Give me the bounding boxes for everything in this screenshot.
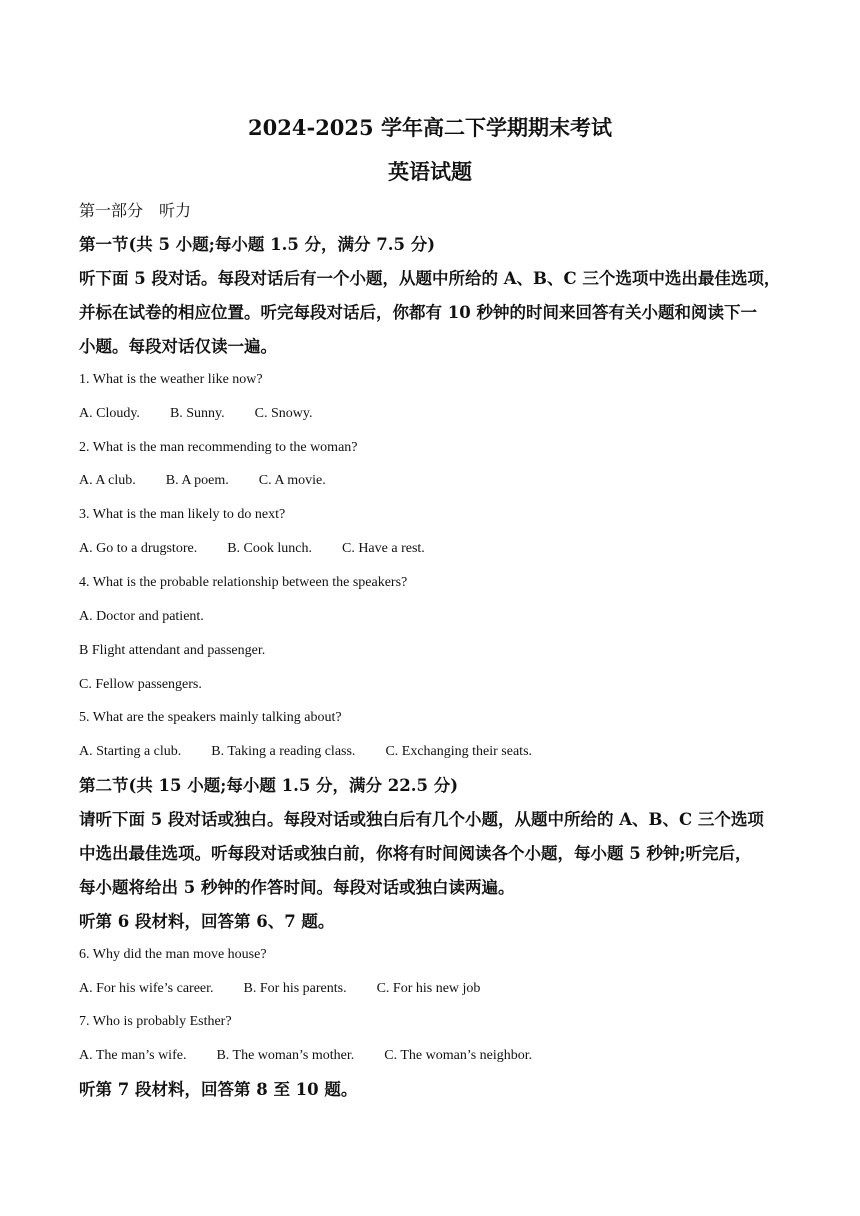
question-stem: 3. What is the man likely to do next?	[79, 507, 286, 522]
question-options	[79, 743, 532, 761]
option-c: C. Snowy.	[254, 406, 313, 421]
option-b: B. Taking a reading class.	[211, 744, 356, 759]
option-b: B. Sunny.	[169, 406, 225, 421]
option-a: A. Doctor and patient.	[79, 609, 204, 624]
section-two-heading: 第二节(共 15 小题;每小题 1.5 分，满分 22.5 分)	[79, 776, 459, 795]
question-options	[79, 540, 425, 558]
option-b: B. Cook lunch.	[227, 541, 312, 556]
section-one-heading: 第一节(共 5 小题;每小题 1.5 分，满分 7.5 分)	[79, 235, 436, 254]
option-b: B. For his parents.	[243, 981, 347, 996]
material-7-heading: 听第 7 段材料，回答第 8 至 10 题。	[79, 1080, 358, 1099]
option-a: A. The man’s wife.	[79, 1048, 187, 1063]
option-c: C. The woman’s neighbor.	[384, 1048, 533, 1063]
material-6-heading: 听第 6 段材料，回答第 6、7 题。	[79, 912, 335, 931]
option-c: C. Fellow passengers.	[79, 677, 202, 692]
section-two-instruction-line: 每小题将给出 5 秒钟的作答时间。每段对话或独白读两遍。	[79, 878, 515, 897]
question-stem: 7. Who is probably Esther?	[79, 1014, 232, 1029]
section-two-instruction-line: 中选出最佳选项。听每段对话或独白前，你将有时间阅读各个小题，每小题 5 秒钟;听完后，	[79, 844, 752, 863]
section-two-instruction-line: 请听下面 5 段对话或独白。每段对话或独白后有几个小题，从题中所给的 A、B、C 三个选项	[79, 810, 764, 829]
option-b: B. A poem.	[165, 473, 229, 488]
option-c: C. Have a rest.	[341, 541, 425, 556]
question-options	[79, 405, 312, 423]
option-a: A. For his wife’s career.	[79, 981, 214, 996]
question-stem: 4. What is the probable relationship between the speakers?	[79, 575, 408, 590]
option-a: A. A club.	[79, 473, 136, 488]
question-options	[79, 472, 326, 490]
option-b: B Flight attendant and passenger.	[79, 643, 266, 658]
part-one-title: 第一部分 听力	[79, 201, 192, 220]
option-b: B. The woman’s mother.	[216, 1048, 355, 1063]
option-c: C. Exchanging their seats.	[385, 744, 533, 759]
option-c: C. For his new job	[376, 981, 481, 996]
question-options	[79, 980, 480, 998]
section-one-instruction-line: 并标在试卷的相应位置。听完每段对话后，你都有 10 秒钟的时间来回答有关小题和阅读下一	[79, 303, 757, 322]
option-a: A. Cloudy.	[79, 406, 140, 421]
exam-subject: 英语试题	[388, 159, 472, 184]
question-options	[79, 1047, 532, 1065]
option-c: C. A movie.	[258, 473, 326, 488]
question-stem: 6. Why did the man move house?	[79, 947, 267, 962]
option-a: A. Starting a club.	[79, 744, 182, 759]
question-stem: 5. What are the speakers mainly talking about?	[79, 710, 342, 725]
exam-title: 2024-2025 学年高二下学期期末考试	[248, 115, 612, 140]
section-one-instruction-line: 听下面 5 段对话。每段对话后有一个小题，从题中所给的 A、B、C 三个选项中选出最佳选项，	[79, 269, 781, 288]
section-one-instruction-line: 小题。每段对话仅读一遍。	[79, 337, 277, 356]
option-a: A. Go to a drugstore.	[79, 541, 198, 556]
question-stem: 2. What is the man recommending to the woman?	[79, 440, 358, 455]
question-stem: 1. What is the weather like now?	[79, 372, 263, 387]
